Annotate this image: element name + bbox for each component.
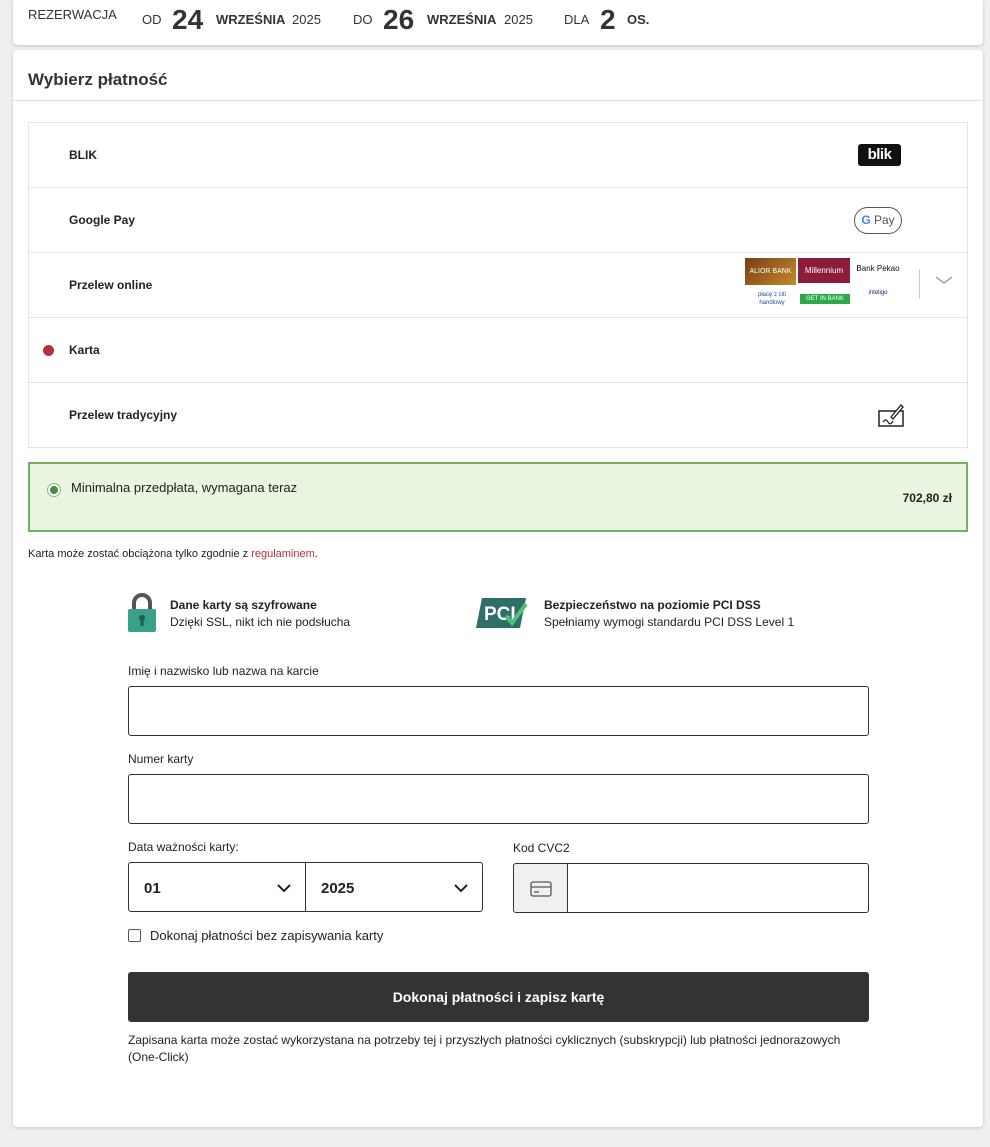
selected-dot-icon [43,345,54,356]
expiry-year-select[interactable] [305,862,483,912]
card-number-input[interactable] [128,774,869,824]
divider [13,100,983,101]
from-year: 2025 [292,12,321,27]
guests-count: 2 [600,4,616,35]
lock-icon [127,593,157,633]
terms-note: Karta może zostać obciążona tylko zgodnie z regulaminem. [28,548,318,560]
no-save-label[interactable]: Dokonaj płatności bez zapisywania karty [150,928,384,943]
payment-method-label: Przelew online [69,278,153,292]
cvc-label: Kod CVC2 [513,841,570,855]
pay-and-save-button[interactable]: Dokonaj płatności i zapisz kartę [128,972,869,1022]
pci-title: Bezpieczeństwo na poziomie PCI DSS [544,598,761,612]
payment-method-label: Karta [69,343,100,357]
card-number-label: Numer karty [128,752,194,766]
payment-method-card[interactable] [29,318,967,383]
divider [919,269,920,299]
payment-method-label: Przelew tradycyjny [69,408,178,422]
to-label: DO [353,12,373,27]
saved-card-note: Zapisana karta może zostać wykorzystana na potrzeby tej i przyszłych płatności cyklicznych (subskrypcji) lub płatności jednorazowych (One-Click) [128,1033,841,1064]
svg-text:PCI: PCI [484,604,516,625]
payment-method-label: BLIK [69,148,97,162]
payment-method-traditional-transfer[interactable] [29,383,967,447]
expiry-month-value: 01 [144,880,161,897]
from-month: WRZEŚNIA [216,12,286,27]
blik-logo: blik [858,144,901,166]
bank-logos [745,257,905,313]
prepayment-radio[interactable] [47,483,61,497]
expiry-month-select[interactable] [128,862,306,912]
signature-icon [877,402,905,428]
terms-link[interactable]: regulaminem [251,548,315,560]
alior-bank-logo: ALIOR BANK [745,258,796,285]
prepayment-option[interactable] [28,462,968,532]
chevron-down-icon[interactable] [935,271,953,289]
from-label: OD [142,12,162,27]
name-label: Imię i nazwisko lub nazwa na karcie [128,664,319,678]
payment-method-online-transfer[interactable] [29,253,967,318]
reservation-label: REZERWACJA [28,7,117,22]
cvc-input[interactable] [567,863,869,913]
chevron-down-icon [454,881,468,895]
from-day: 24 [172,4,204,35]
expiry-label: Data ważności karty: [128,840,239,854]
page-title: Wybierz płatność [28,70,168,89]
payment-method-blik[interactable] [29,123,967,188]
prepayment-amount: 702,80 zł [902,491,952,505]
inteligo-logo: inteligo [868,290,888,296]
expiry-year-value: 2025 [321,880,355,897]
credit-card-icon [530,881,552,897]
pekao-bank-logo: Bank Pekao [856,264,900,273]
ssl-subtitle: Dzięki SSL, nikt ich nie podsłucha [170,615,351,629]
to-day: 26 [383,4,415,35]
no-save-checkbox[interactable] [128,929,141,942]
reservation-bar [13,0,983,45]
cvc-prefix [513,863,568,913]
payment-method-list [28,122,968,448]
payment-panel [13,50,983,1127]
guests-unit: OS. [627,12,650,27]
cardholder-name-input[interactable] [128,686,869,736]
payment-method-google-pay[interactable] [29,188,967,253]
for-label: DLA [564,12,590,27]
ssl-title: Dane karty są szyfrowane [170,598,317,612]
google-pay-logo: G Pay [854,207,902,234]
millennium-bank-logo: Millennium [798,258,850,283]
prepayment-label: Minimalna przedpłata, wymagana teraz [71,480,298,495]
to-month: WRZEŚNIA [427,12,497,27]
chevron-down-icon [277,881,291,895]
citi-handlowy-logo: płacę z citi handlowy [757,292,786,306]
to-year: 2025 [504,12,533,27]
pci-dss-icon [476,596,528,630]
pci-subtitle: Spełniamy wymogi standardu PCI DSS Level 1 [544,615,795,629]
payment-method-label: Google Pay [69,213,136,227]
getin-bank-logo: GET IN BANK [800,294,850,304]
